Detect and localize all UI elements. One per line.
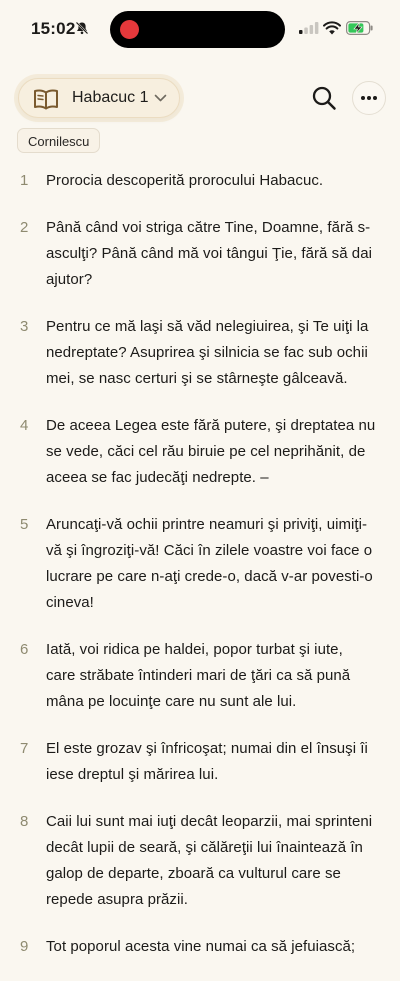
verse-number: 9 — [20, 938, 29, 955]
ellipsis-icon — [361, 96, 365, 100]
verse-number: 8 — [20, 813, 29, 830]
search-icon[interactable] — [311, 85, 337, 111]
verse-item[interactable] — [0, 168, 400, 194]
recording-indicator-icon — [120, 20, 139, 39]
verse-number: 4 — [20, 417, 29, 434]
wifi-icon — [323, 21, 341, 35]
verse-item[interactable] — [0, 314, 400, 392]
translation-selector[interactable]: Cornilescu — [17, 128, 100, 153]
verse-number: 7 — [20, 740, 29, 757]
ellipsis-dot — [373, 96, 377, 100]
verse-item[interactable] — [0, 413, 400, 491]
verse-item[interactable] — [0, 215, 400, 293]
status-bar — [0, 0, 400, 60]
open-book-icon — [33, 88, 59, 110]
verse-list — [0, 168, 400, 981]
verse-text: Până când voi striga către Tine, Doamne, fără s-asculţi? Până când mă voi tângui Ţie, fără să dai ajutor? — [46, 219, 372, 288]
book-chapter-label: Habacuc 1 — [72, 89, 149, 106]
status-time: 15:02 — [31, 19, 76, 38]
verse-text: De aceea Legea este fără putere, şi dreptatea nu se vede, căci cel rău biruie pe cel neprihănit, de aceea se fac judecăţi nedrepte. – — [46, 417, 376, 486]
cellular-signal-icon — [299, 22, 319, 34]
verse-number: 3 — [20, 318, 29, 335]
verse-text: El este grozav şi înfricoşat; numai din el însuşi îi iese dreptul şi mărirea lui. — [46, 740, 368, 783]
verse-text: Caii lui sunt mai iuţi decât leoparzii, mai sprinteni decât lupii de seară, şi călăreţii lui înaintează în galop de departe, zboară ca vulturul care se repede asupra prăzii. — [46, 813, 373, 908]
book-chapter-selector[interactable] — [18, 78, 180, 118]
verse-text: Aruncaţi-vă ochii printre neamuri şi priviţi, uimiţi-vă şi îngroziţi-vă! Căci în zilele voastre voi face o lucrare pe care n-aţi crede-o, dacă v-ar povesti-o cineva! — [46, 516, 373, 611]
verse-item[interactable] — [0, 637, 400, 715]
verse-item[interactable] — [0, 512, 400, 616]
chevron-down-icon — [154, 93, 167, 103]
verse-text: Prorocia descoperită prorocului Habacuc. — [46, 172, 324, 189]
verse-text: Tot poporul acesta vine numai ca să jefuiască; — [46, 938, 356, 955]
bell-slash-icon — [75, 21, 89, 35]
verse-text: Iată, voi ridica pe haldei, popor turbat şi iute, care străbate întinderi mari de ţări ca să pună mâna pe locuinţe care nu sunt ale lui. — [46, 641, 351, 710]
more-options-button[interactable] — [352, 81, 386, 115]
verse-number: 1 — [20, 172, 29, 189]
verse-number: 6 — [20, 641, 29, 658]
ellipsis-dot — [367, 96, 371, 100]
verse-number: 5 — [20, 516, 29, 533]
battery-charging-icon — [346, 21, 373, 35]
verse-item[interactable] — [0, 934, 400, 960]
dynamic-island — [110, 11, 285, 48]
verse-text: Pentru ce mă laşi să văd nelegiuirea, şi Te uiţi la nedreptate? Asuprirea şi silnicia se fac sub ochii mei, se nasc certuri şi se stârneşte gâlceavă. — [46, 318, 369, 387]
verse-item[interactable] — [0, 736, 400, 788]
verse-item[interactable] — [0, 809, 400, 913]
verse-number: 2 — [20, 219, 29, 236]
